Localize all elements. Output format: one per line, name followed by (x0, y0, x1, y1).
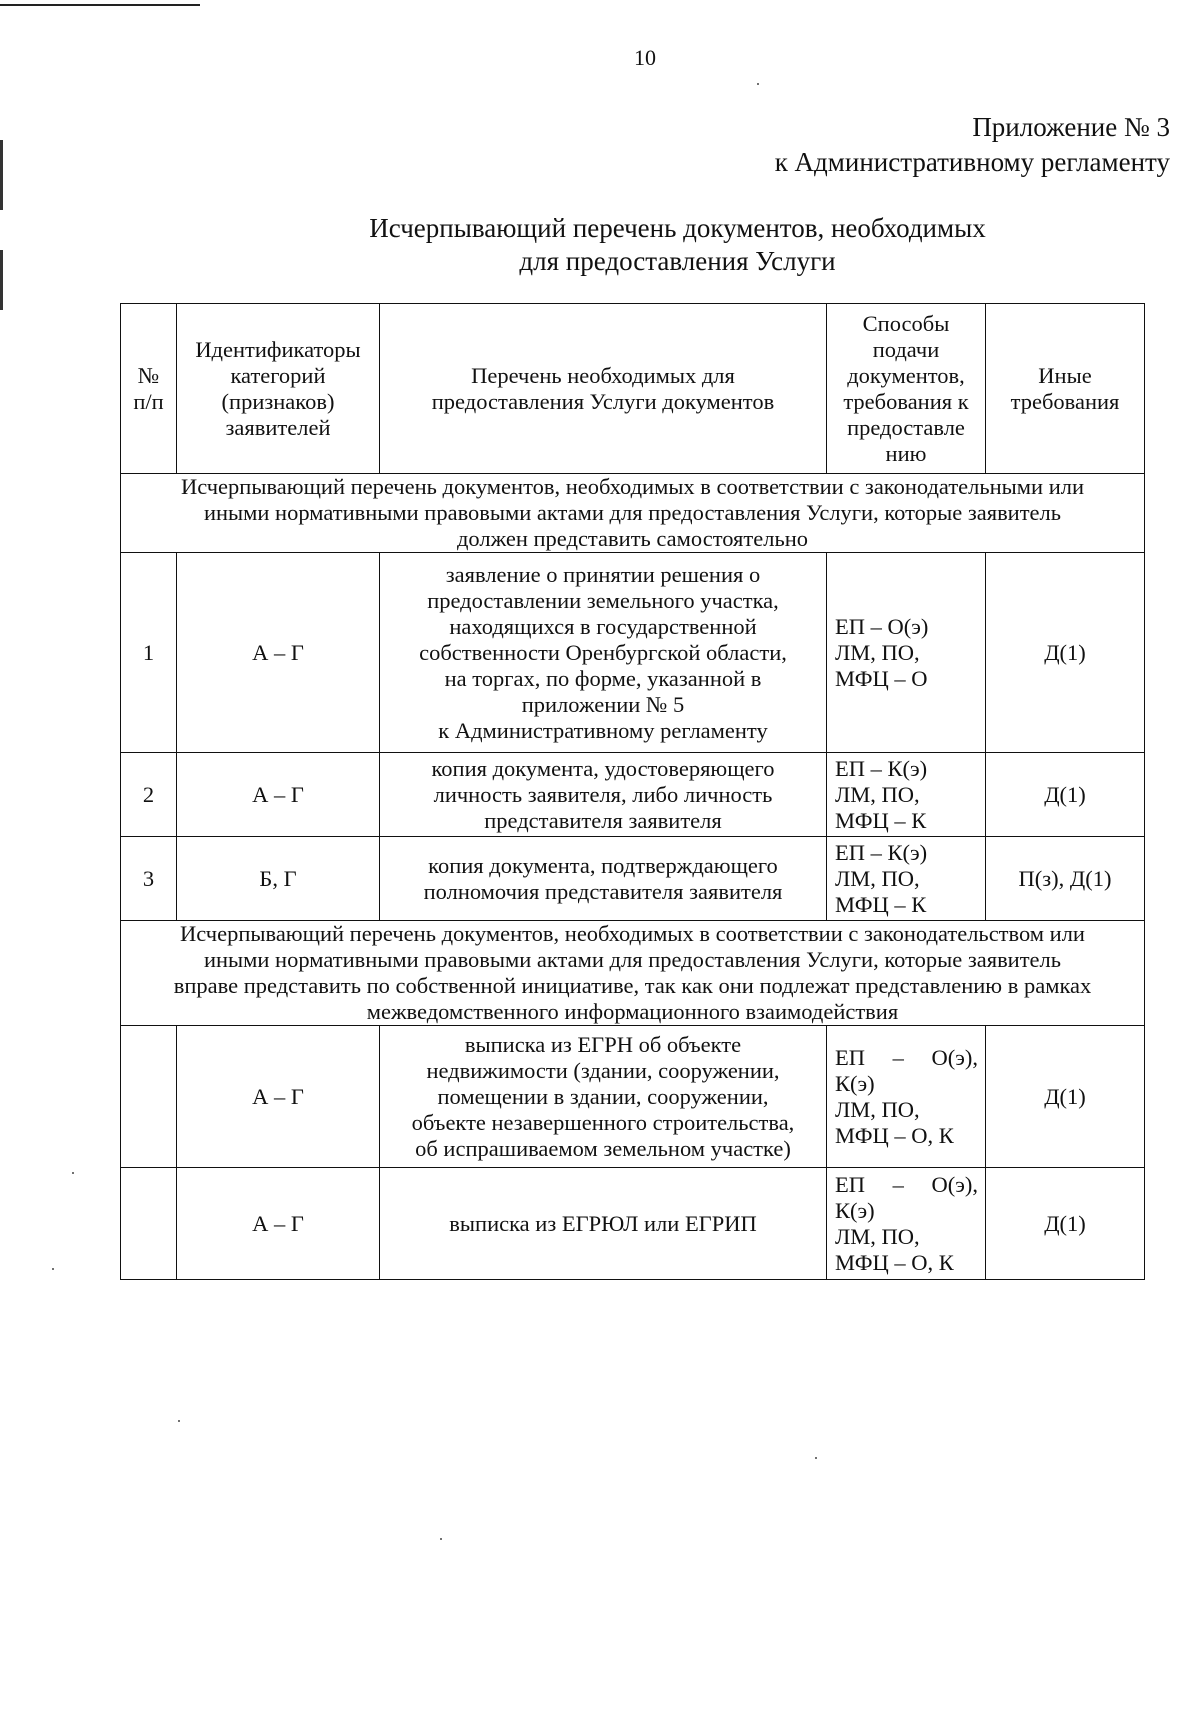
appendix-reference (775, 110, 1170, 180)
scan-speck (72, 1172, 74, 1174)
scan-edge-mark (0, 140, 3, 210)
appendix-line: Приложение № 3 (972, 112, 1170, 142)
cell-methods: ЕП – К(э) ЛМ, ПО, МФЦ – К (827, 753, 986, 837)
scan-edge-mark (0, 250, 3, 310)
cell-category: А – Г (177, 1026, 380, 1168)
table-row (121, 1026, 1145, 1168)
header-methods: Способы подачи документов, требования к предоставле нию (827, 304, 986, 474)
title-line: Исчерпывающий перечень документов, необходимых (369, 213, 986, 243)
cell-other: Д(1) (986, 1168, 1145, 1280)
title-line: для предоставления Услуги (519, 246, 836, 276)
header-row (121, 304, 1145, 474)
header-category: Идентификаторы категорий (признаков) заявителей (177, 304, 380, 474)
header-documents: Перечень необходимых для предоставления Услуги документов (380, 304, 827, 474)
cell-num: 1 (121, 553, 177, 753)
cell-methods: ЕП – К(э) ЛМ, ПО, МФЦ – К (827, 837, 986, 921)
cell-document: копия документа, подтверждающего полномочия представителя заявителя (380, 837, 827, 921)
documents-table (120, 303, 1145, 1280)
scan-speck (52, 1268, 54, 1270)
cell-category: А – Г (177, 753, 380, 837)
section-heading-row (121, 474, 1145, 553)
cell-other: Д(1) (986, 553, 1145, 753)
cell-methods: ЕП – О(э), К(э) ЛМ, ПО, МФЦ – О, К (827, 1168, 986, 1280)
scan-speck (815, 1457, 817, 1459)
cell-category: Б, Г (177, 837, 380, 921)
scan-top-edge (0, 0, 200, 6)
header-other: Иные требования (986, 304, 1145, 474)
cell-methods: ЕП – О(э), К(э) ЛМ, ПО, МФЦ – О, К (827, 1026, 986, 1168)
table-row (121, 553, 1145, 753)
page-number: 10 (634, 45, 656, 70)
cell-methods: ЕП – О(э) ЛМ, ПО, МФЦ – О (827, 553, 986, 753)
cell-num (121, 1168, 177, 1280)
scan-speck (757, 83, 759, 85)
table-row (121, 753, 1145, 837)
section-heading-row (121, 921, 1145, 1026)
section-heading-optional: Исчерпывающий перечень документов, необходимых в соответствии с законодательством или иными нормативными правовыми актами для предоставления Услуги, которые заявитель вправе представить по собственной инициативе, так как они подлежат представлению в рамках межведомственного информационного взаимодействия (121, 921, 1145, 1026)
cell-num: 3 (121, 837, 177, 921)
cell-document: выписка из ЕГРЮЛ или ЕГРИП (380, 1168, 827, 1280)
cell-category: А – Г (177, 553, 380, 753)
scan-speck (440, 1538, 442, 1540)
section-heading-mandatory: Исчерпывающий перечень документов, необходимых в соответствии с законодательными или иными нормативными правовыми актами для предоставления Услуги, которые заявитель должен представить самостоятельно (121, 474, 1145, 553)
table-row (121, 1168, 1145, 1280)
cell-document: выписка из ЕГРН об объекте недвижимости (здании, сооружении, помещении в здании, сооружении, объекте незавершенного строительства, об испрашиваемом земельном участке) (380, 1026, 827, 1168)
appendix-line: к Административному регламенту (774, 147, 1170, 177)
cell-other: П(з), Д(1) (986, 837, 1145, 921)
cell-num (121, 1026, 177, 1168)
cell-document: копия документа, удостоверяющего личность заявителя, либо личность представителя заявителя (380, 753, 827, 837)
cell-category: А – Г (177, 1168, 380, 1280)
scan-speck (178, 1420, 180, 1422)
document-title (250, 212, 1105, 278)
cell-other: Д(1) (986, 753, 1145, 837)
cell-other: Д(1) (986, 1026, 1145, 1168)
cell-num: 2 (121, 753, 177, 837)
table-row (121, 837, 1145, 921)
cell-document: заявление о принятии решения о предоставлении земельного участка, находящихся в государственной собственности Оренбургской области, на торгах, по форме, указанной в приложении № 5 к Административному регламенту (380, 553, 827, 753)
header-num: № п/п (121, 304, 177, 474)
